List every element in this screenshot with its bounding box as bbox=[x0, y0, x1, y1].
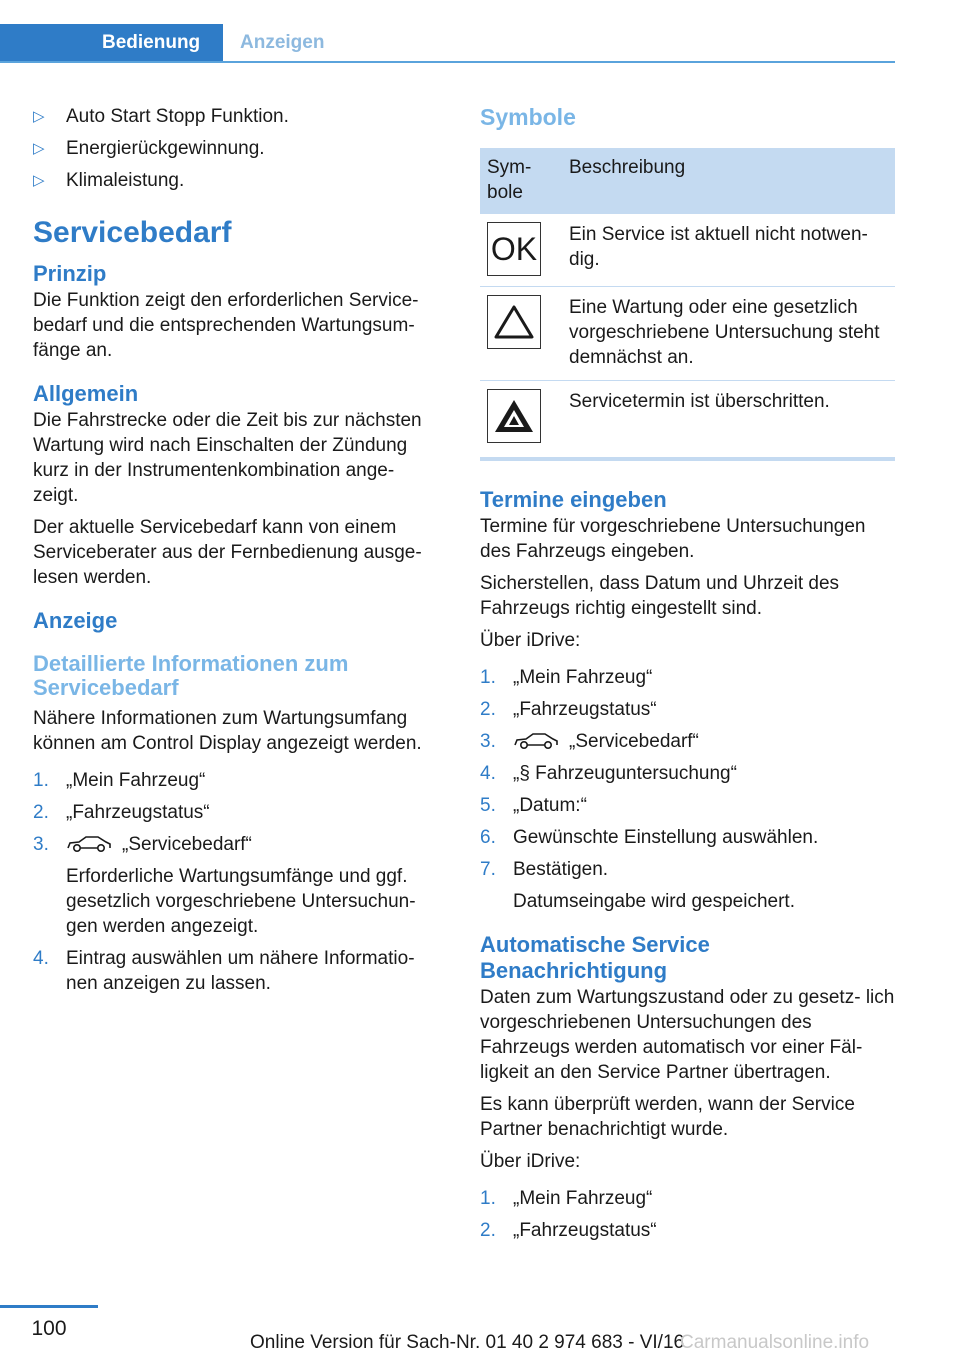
list-item: 3. „Servicebedarf“ Erforderliche Wartungsumfänge und ggf. gesetzlich vorgeschriebene Untersuchun‐ gen werden angezeigt. bbox=[33, 834, 416, 937]
list-item: 6. Gewünschte Einstellung auswählen. bbox=[480, 827, 819, 848]
table-header-row bbox=[480, 148, 895, 214]
bullet-list bbox=[33, 104, 438, 193]
paragraph-idrive: Über iDrive: bbox=[480, 1151, 581, 1172]
list-item: 2. „Fahrzeugstatus“ bbox=[33, 802, 210, 823]
footer-rule bbox=[0, 1305, 98, 1308]
paragraph-idrive: Über iDrive: bbox=[480, 630, 581, 651]
table-header-beschreibung: Beschreibung bbox=[562, 148, 895, 214]
table-row bbox=[480, 381, 895, 460]
paragraph-allgemein-2: Der aktuelle Servicebedarf kann von einem Serviceberater aus der Fernbedienung ausge‐ lesen werden. bbox=[33, 517, 422, 588]
symbol-table bbox=[480, 148, 895, 461]
table-row bbox=[480, 214, 895, 287]
chapter-header bbox=[0, 24, 895, 63]
triangle-bullet-icon: ▷ bbox=[33, 140, 45, 157]
car-icon bbox=[513, 732, 559, 750]
list-item: 1. „Mein Fahrzeug“ bbox=[33, 770, 206, 791]
online-version-note: Online Version für Sach-Nr. 01 40 2 974 683 - VI/16 bbox=[250, 1332, 685, 1353]
list-item: 5. „Datum:“ bbox=[480, 795, 587, 816]
paragraph-auto-1: Daten zum Wartungszustand oder zu gesetz‐ lich vorgeschriebenen Untersuchungen des Fahrzeugs werden automatisch vor einer Fäl‐ ligkeit an den Service Partner übertragen. bbox=[480, 987, 895, 1083]
list-item: ▷ Auto Start Stopp Funktion. bbox=[33, 106, 289, 127]
watermark: Carmanualsonline.info bbox=[680, 1332, 870, 1353]
list-item: 2. „Fahrzeugstatus“ bbox=[480, 699, 657, 720]
paragraph-termine-1: Termine für vorgeschriebene Untersuchungen des Fahrzeugs eingeben. bbox=[480, 516, 866, 562]
ok-icon: OK bbox=[487, 222, 541, 276]
table-cell-description: Servicetermin ist überschritten. bbox=[562, 381, 895, 460]
heading-allgemein: Allgemein bbox=[33, 381, 139, 406]
section-title-servicebedarf: Servicebedarf bbox=[33, 216, 232, 249]
table-cell-description: Ein Service ist aktuell nicht notwen‐ dig. bbox=[562, 214, 895, 287]
heading-automatische-service-benachrichtigung: Automatische Service Benachrichtigung bbox=[480, 932, 710, 983]
list-item: 7. Bestätigen. Datumseingabe wird gespeichert. bbox=[480, 859, 795, 912]
list-item: 3. „Servicebedarf“ bbox=[480, 731, 699, 752]
list-item: ▷ Energierückgewinnung. bbox=[33, 138, 265, 159]
warning-outline-icon bbox=[487, 295, 541, 349]
heading-termine-eingeben: Termine eingeben bbox=[480, 487, 667, 512]
table-header-symbole: Sym‐ bole bbox=[480, 148, 562, 214]
list-item: 4. Eintrag auswählen um nähere Informatio‐ nen anzeigen zu lassen. bbox=[33, 948, 415, 994]
paragraph-auto-2: Es kann überprüft werden, wann der Service Partner benachrichtigt wurde. bbox=[480, 1094, 855, 1140]
table-row bbox=[480, 287, 895, 381]
paragraph-termine-2: Sicherstellen, dass Datum und Uhrzeit des Fahrzeugs richtig eingestellt sind. bbox=[480, 573, 840, 619]
car-icon bbox=[66, 835, 112, 853]
heading-symbole: Symbole bbox=[480, 104, 576, 130]
warning-filled-icon bbox=[487, 389, 541, 443]
tab-bedienung[interactable]: Bedienung bbox=[0, 24, 223, 61]
heading-detaillierte-informationen: Detaillierte Informationen zum Servicebedarf bbox=[33, 651, 349, 700]
paragraph-detail: Nähere Informationen zum Wartungsumfang können am Control Display angezeigt werden. bbox=[33, 708, 422, 754]
list-item: 1. „Mein Fahrzeug“ bbox=[480, 667, 653, 688]
paragraph-prinzip: Die Funktion zeigt den erforderlichen Service‐ bedarf und die entsprechenden Wartungsum‐ fänge an. bbox=[33, 290, 419, 361]
table-cell-description: Eine Wartung oder eine gesetzlich vorgeschriebene Untersuchung steht demnächst an. bbox=[562, 287, 895, 381]
tab-anzeigen[interactable]: Anzeigen bbox=[240, 32, 325, 53]
triangle-bullet-icon: ▷ bbox=[33, 108, 45, 125]
paragraph-allgemein-1: Die Fahrstrecke oder die Zeit bis zur nächsten Wartung wird nach Einschalten der Zündung kurz in der Instrumentenkombination ange‐ zeigt. bbox=[33, 410, 422, 506]
list-item: 4. „§ Fahrzeuguntersuchung“ bbox=[480, 763, 737, 784]
heading-anzeige: Anzeige bbox=[33, 608, 118, 633]
list-item: 1. „Mein Fahrzeug“ bbox=[480, 1188, 653, 1209]
heading-prinzip: Prinzip bbox=[33, 261, 107, 286]
steps-list bbox=[480, 1186, 895, 1243]
list-item: 2. „Fahrzeugstatus“ bbox=[480, 1220, 657, 1241]
triangle-bullet-icon: ▷ bbox=[33, 172, 45, 189]
right-column bbox=[480, 104, 895, 1250]
steps-list bbox=[33, 768, 438, 996]
left-column bbox=[33, 104, 438, 1003]
steps-list bbox=[480, 665, 895, 914]
page-number: 100 bbox=[31, 1317, 67, 1340]
list-item: ▷ Klimaleistung. bbox=[33, 170, 185, 191]
